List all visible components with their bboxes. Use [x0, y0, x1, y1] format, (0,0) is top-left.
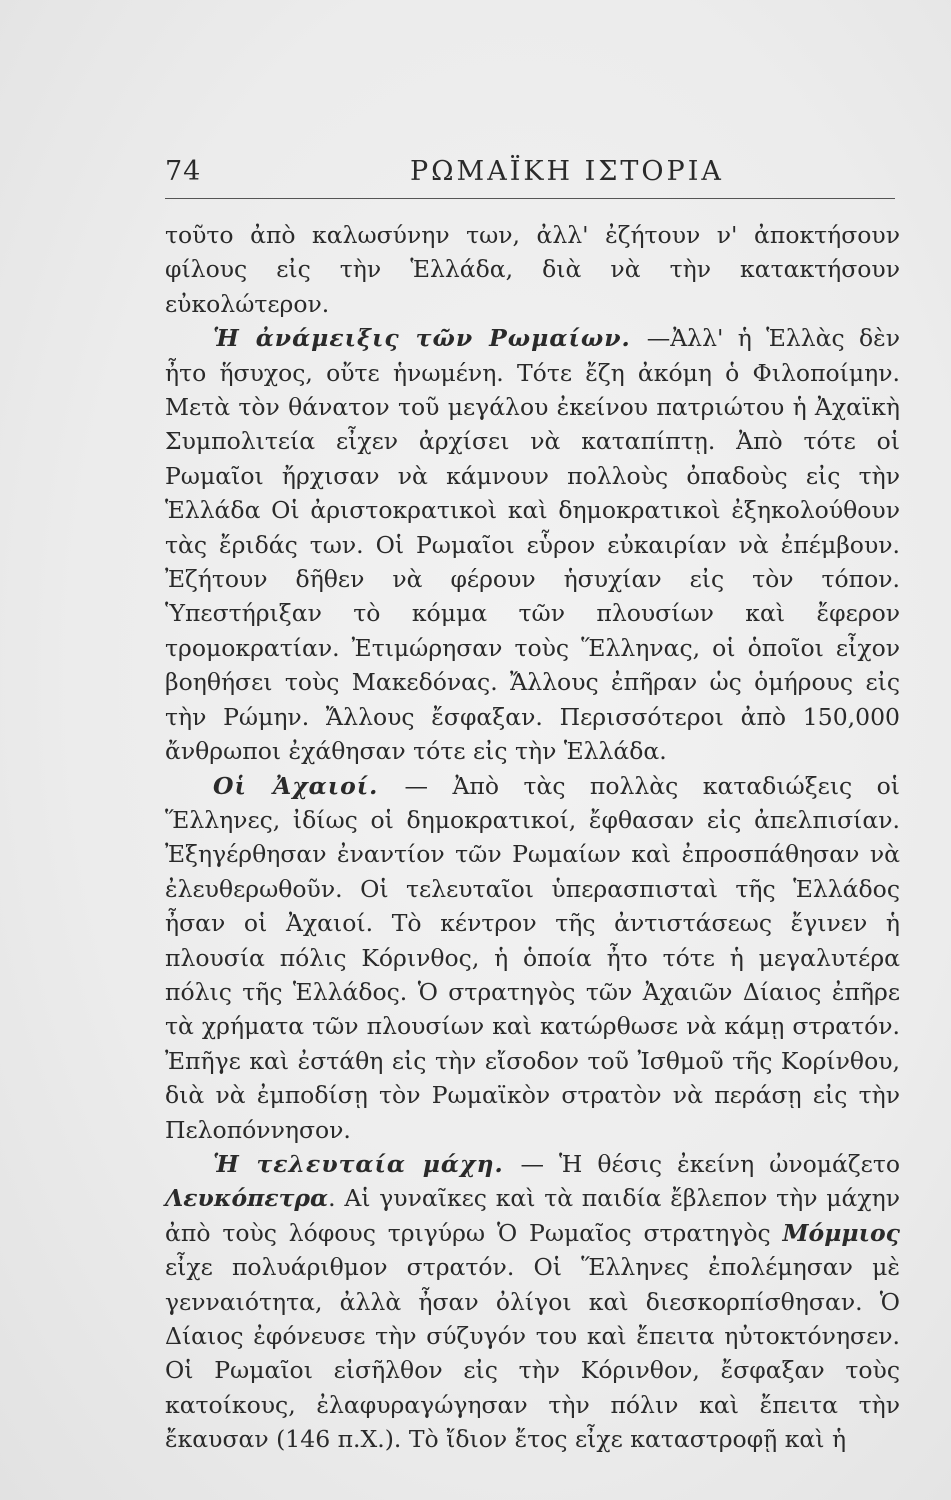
paragraph-achaeans [165, 769, 900, 1147]
section-heading: Οἱ Ἀχαιοί. [213, 771, 405, 800]
body-text [165, 218, 900, 1457]
emphasized-term: Λευκόπετρα [165, 1184, 329, 1213]
paragraph-romans-intervention [165, 321, 900, 768]
text-span: . Αἱ γυναῖκες καὶ τὰ παιδία ἔβλεπον τὴν μάχην ἀπὸ τοὺς λόφους τριγύρω Ὁ Ρωμαῖος στρατηγὸς [165, 1184, 900, 1247]
section-heading: Ἡ τελευταία μάχη. [213, 1149, 521, 1178]
paragraph-last-battle [165, 1147, 900, 1457]
running-title: ΡΩΜΑΪΚΗ ΙΣΤΟΡΙΑ [410, 156, 724, 187]
text-span: —Ἀλλ' ἡ Ἑλλὰς δὲν ἦτο ἥσυχος, οὔτε ἡνωμένη. Τότε ἔζη ἀκόμη ὁ Φιλοποίμην. Μετὰ τὸν θάνατον τοῦ μεγάλου ἐκείνου πατριώτου ἡ Ἀχαϊκὴ Συμπολιτεία εἶχεν ἀρχίσει νὰ καταπίπτῃ. Ἀπὸ τότε οἱ Ρωμαῖοι ἤρχισαν νὰ κάμνουν πολλοὺς ὀπαδοὺς εἰς τὴν Ἑλλάδα Οἱ ἀριστοκρατικοὶ καὶ δημοκρατικοὶ ἐξηκολούθουν τὰς ἔριδάς των. Οἱ Ρωμαῖοι εὗρον εὐκαιρίαν νὰ ἐπέμβουν. Ἐζήτουν δῆθεν νὰ φέρουν ἡσυχίαν εἰς τὸν τόπον. Ὑπεστήριξαν τὸ κόμμα τῶν πλουσίων καὶ ἔφερον τρομοκρατίαν. Ἐτιμώρησαν τοὺς Ἕλληνας, οἱ ὁποῖοι εἶχον βοηθήσει τοὺς Μακεδόνας. Ἄλλους ἐπῆραν ὡς ὁμήρους εἰς τὴν Ρώμην. Ἄλλους ἔσφαξαν. Περισσότεροι ἀπὸ 150,000 ἄνθρωποι ἐχάθησαν τότε εἰς τὴν Ἑλλάδα. [165, 324, 900, 766]
text-span: — Ἀπὸ τὰς πολλὰς καταδιώξεις οἱ Ἕλληνες, ἰδίως οἱ δημοκρατικοί, ἔφθασαν εἰς ἀπελπισίαν. Ἐξηγέρθησαν ἐναντίον τῶν Ρωμαίων καὶ ἐπροσπάθησαν νὰ ἐλευθερωθοῦν. Οἱ τελευταῖοι ὑπερασπισταὶ τῆς Ἑλλάδος ἦσαν οἱ Ἀχαιοί. Τὸ κέντρον τῆς ἀντιστάσεως ἔγινεν ἡ πλουσία πόλις Κόρινθος, ἡ ὁποία ἦτο τότε ἡ μεγαλυτέρα πόλις τῆς Ἑλλάδος. Ὁ στρατηγὸς τῶν Ἀχαιῶν Δίαιος ἐπῆρε τὰ χρήματα τῶν πλουσίων καὶ κατώρθωσε νὰ κάμῃ στρατόν. Ἐπῆγε καὶ ἐστάθη εἰς τὴν εἴσοδον τοῦ Ἰσθμοῦ τῆς Κορίνθου, διὰ νὰ ἐμποδίσῃ τὸν Ρωμαϊκὸν στρατὸν νὰ περάσῃ εἰς τὴν Πελοπόννησον. [165, 771, 901, 1144]
text-span: τοῦτο ἀπὸ καλωσύνην των, ἀλλ' ἐζήτουν ν' ἀποκτήσουν φίλους εἰς τὴν Ἑλλάδα, διὰ νὰ τὴν κατακτήσουν εὐκολώτερον. [165, 221, 900, 318]
paragraph-continuation [165, 218, 900, 321]
text-span: εἶχε πολυάριθμον στρατόν. Οἱ Ἕλληνες ἐπολέμησαν μὲ γενναιότητα, ἀλλὰ ἦσαν ὀλίγοι καὶ διεσκορπίσθησαν. Ὁ Δίαιος ἐφόνευσε τὴν σύζυγόν του καὶ ἔπειτα ηὐτοκτόνησεν. Οἱ Ρωμαῖοι εἰσῆλθον εἰς τὴν Κόρινθον, ἔσφαξαν τοὺς κατοίκους, ἐλαφυραγώγησαν τὴν πόλιν καὶ ἔπειτα τὴν ἔκαυσαν (146 π.Χ.). Τὸ ἴδιον ἔτος εἶχε καταστροφῇ καὶ ἡ [165, 1253, 900, 1454]
section-heading: Ἡ ἀνάμειξις τῶν Ρωμαίων. [213, 324, 647, 353]
page-header [165, 150, 895, 199]
text-span: — Ἡ θέσις ἐκείνη ὠνομάζετο [520, 1149, 900, 1178]
emphasized-term: Μόμμιος [782, 1218, 900, 1247]
page-number: 74 [165, 156, 202, 187]
